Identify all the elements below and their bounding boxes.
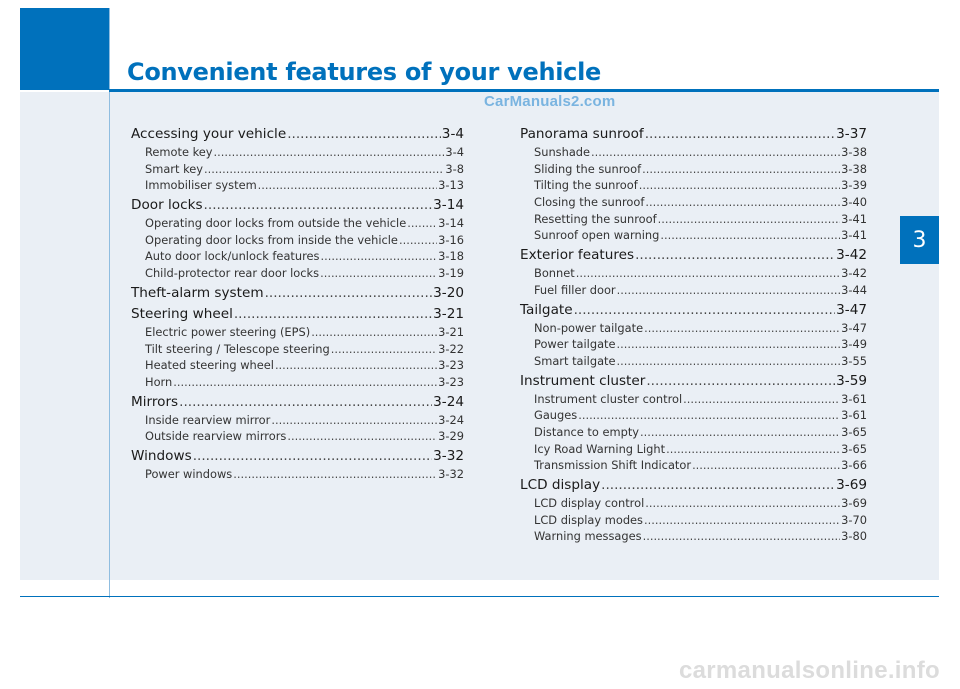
dot-leader: [692, 458, 840, 472]
dot-leader: [578, 408, 840, 422]
entry-label: Electric power steering (EPS): [145, 324, 311, 339]
dot-leader: [617, 337, 841, 351]
toc-entry-sunshade[interactable]: [520, 145, 867, 162]
page-number: 3-39: [841, 178, 867, 193]
page-number: 3-38: [841, 145, 867, 159]
section-title-label: Theft-alarm system: [131, 284, 264, 301]
entry-label: Inside rearview mirror: [145, 412, 271, 427]
entry-label: Operating door locks from inside the vehicle: [145, 232, 398, 247]
page-number: 3-24: [438, 412, 464, 427]
entry-label: Bonnet: [534, 266, 575, 281]
chapter-tab: 3: [900, 216, 939, 264]
toc-entry-icy-road-warning-light[interactable]: [520, 442, 867, 459]
page-number: 3-32: [438, 466, 464, 481]
toc-entry-lcd-display-modes[interactable]: [520, 513, 867, 530]
page-number: 3-29: [438, 429, 464, 444]
toc-section-instrument-cluster[interactable]: [520, 373, 867, 392]
dot-leader: [407, 216, 437, 230]
dot-leader: [234, 306, 432, 322]
dot-leader: [645, 195, 840, 209]
toc-entry-auto-door-lock-unlock-features[interactable]: [131, 249, 464, 266]
toc-section-theft-alarm-system[interactable]: [131, 285, 464, 304]
toc-left-column: [131, 126, 464, 484]
dot-leader: [658, 212, 841, 226]
toc-entry-lcd-display-control[interactable]: [520, 496, 867, 513]
toc-section-windows[interactable]: [131, 448, 464, 467]
toc-section-exterior-features[interactable]: [520, 247, 867, 266]
section-title-label: Accessing your vehicle: [131, 126, 287, 142]
page-number: 3-16: [438, 232, 464, 247]
section-title-label: LCD display: [520, 477, 601, 493]
section-title-label: Panorama sunroof: [520, 126, 644, 142]
toc-section-steering-wheel[interactable]: [131, 306, 464, 325]
entry-label: Remote key: [145, 145, 213, 159]
dot-leader: [643, 529, 841, 543]
entry-label: Operating door locks from outside the vehicle: [145, 216, 407, 231]
title-underline: [109, 89, 939, 92]
entry-label: Power tailgate: [534, 337, 616, 352]
entry-label: Warning messages: [534, 529, 642, 544]
entry-label: Tilt steering / Telescope steering: [145, 341, 330, 356]
entry-label: Immobiliser system: [145, 178, 257, 193]
toc-entry-instrument-cluster-control[interactable]: [520, 392, 867, 409]
entry-label: Instrument cluster control: [534, 391, 683, 406]
dot-leader: [311, 325, 437, 339]
dot-leader: [193, 448, 432, 464]
page-number: 3-23: [438, 358, 464, 373]
section-title-label: Windows: [131, 447, 192, 464]
entry-label: Distance to empty: [534, 424, 640, 439]
page-number: 3-4: [441, 126, 464, 142]
page-number: 3-32: [433, 447, 464, 464]
dot-leader: [617, 283, 841, 297]
watermark-top: CarManuals2.com: [484, 93, 616, 110]
toc-entry-smart-tailgate[interactable]: [520, 354, 867, 371]
dot-leader: [591, 145, 840, 159]
entry-label: Smart key: [145, 161, 204, 176]
section-title-label: Exterior features: [520, 247, 635, 264]
toc-entry-power-windows[interactable]: [131, 467, 464, 484]
entry-label: Horn: [145, 374, 173, 389]
page-number: 3-41: [841, 228, 867, 243]
toc-entry-tilting-the-sunroof[interactable]: [520, 178, 867, 195]
page-number: 3-65: [841, 441, 867, 456]
toc-entry-operating-door-locks-from-outside-the-vehicle[interactable]: [131, 216, 464, 233]
toc-entry-electric-power-steering-eps[interactable]: [131, 325, 464, 342]
entry-label: Icy Road Warning Light: [534, 441, 666, 456]
toc-entry-power-tailgate[interactable]: [520, 337, 867, 354]
page-number: 3-61: [841, 408, 867, 423]
toc-entry-fuel-filler-door[interactable]: [520, 283, 867, 300]
entry-label: Gauges: [534, 408, 578, 423]
entry-label: Resetting the sunroof: [534, 211, 657, 226]
entry-label: Sunroof open warning: [534, 228, 660, 243]
page-number: 3-23: [438, 374, 464, 389]
section-title-label: Mirrors: [131, 393, 179, 410]
toc-section-tailgate[interactable]: [520, 302, 867, 321]
dot-leader: [265, 285, 433, 301]
page-number: 3-4: [445, 145, 464, 159]
dot-leader: [399, 233, 437, 247]
page-number: 3-42: [836, 247, 867, 264]
dot-leader: [617, 354, 841, 368]
dot-leader: [275, 358, 437, 372]
toc-entry-sliding-the-sunroof[interactable]: [520, 162, 867, 179]
dot-leader: [635, 247, 835, 263]
toc-section-accessing-your-vehicle[interactable]: [131, 126, 464, 145]
dot-leader: [645, 126, 835, 142]
left-margin-rule: [109, 8, 110, 598]
dot-leader: [644, 321, 840, 335]
page-number: 3-22: [438, 341, 464, 356]
page-number: 3-47: [836, 301, 867, 318]
entry-label: Auto door lock/unlock features: [145, 249, 320, 264]
entry-label: Sunshade: [534, 145, 591, 159]
toc-entry-smart-key[interactable]: [131, 162, 464, 179]
dot-leader: [179, 394, 432, 410]
dot-leader: [646, 373, 835, 389]
entry-label: Sliding the sunroof: [534, 161, 642, 176]
toc-right-column: [520, 126, 867, 546]
entry-label: Transmission Shift Indicator: [534, 458, 692, 473]
toc-entry-distance-to-empty[interactable]: [520, 425, 867, 442]
toc-entry-resetting-the-sunroof[interactable]: [520, 212, 867, 229]
page-number: 3-42: [841, 266, 867, 281]
toc-entry-operating-door-locks-from-inside-the-vehicle[interactable]: [131, 233, 464, 250]
page-number: 3-8: [445, 161, 464, 176]
dot-leader: [574, 302, 836, 318]
page-number: 3-19: [438, 266, 464, 281]
page-number: 3-61: [841, 391, 867, 406]
toc-entry-closing-the-sunroof[interactable]: [520, 195, 867, 212]
dot-leader: [320, 249, 437, 263]
dot-leader: [601, 477, 835, 493]
page-number: 3-65: [841, 424, 867, 439]
dot-leader: [204, 162, 444, 176]
page-number: 3-44: [841, 282, 867, 297]
page-number: 3-40: [841, 195, 867, 210]
dot-leader: [640, 425, 840, 439]
page-number: 3-55: [841, 353, 867, 368]
page-number: 3-21: [438, 324, 464, 339]
dot-leader: [320, 266, 437, 280]
toc-entry-horn[interactable]: [131, 375, 464, 392]
bottom-rule: [20, 596, 939, 597]
entry-label: LCD display control: [534, 496, 645, 510]
dot-leader: [258, 178, 437, 192]
toc-entry-inside-rearview-mirror[interactable]: [131, 413, 464, 430]
section-title-label: Steering wheel: [131, 305, 233, 322]
page-title: Convenient features of your vehicle: [127, 58, 602, 86]
entry-label: Power windows: [145, 466, 233, 481]
page-number: 3-37: [836, 126, 867, 142]
entry-label: Smart tailgate: [534, 353, 616, 368]
toc-section-panorama-sunroof[interactable]: [520, 126, 867, 145]
dot-leader: [233, 467, 437, 481]
entry-label: Closing the sunroof: [534, 195, 645, 210]
dot-leader: [287, 126, 441, 142]
dot-leader: [683, 392, 840, 406]
page-number: 3-24: [433, 393, 464, 410]
dot-leader: [204, 197, 433, 213]
dot-leader: [271, 413, 437, 427]
dot-leader: [214, 145, 445, 159]
entry-label: Child-protector rear door locks: [145, 266, 320, 281]
toc-entry-bonnet[interactable]: [520, 266, 867, 283]
dot-leader: [287, 429, 437, 443]
toc-entry-outside-rearview-mirrors[interactable]: [131, 429, 464, 446]
toc-section-mirrors[interactable]: [131, 394, 464, 413]
toc-entry-immobiliser-system[interactable]: [131, 178, 464, 195]
dot-leader: [173, 375, 437, 389]
dot-leader: [639, 178, 840, 192]
section-title-label: Instrument cluster: [520, 372, 646, 389]
header-color-block: [20, 8, 109, 90]
toc-entry-gauges[interactable]: [520, 408, 867, 425]
dot-leader: [660, 228, 840, 242]
page-number: 3-49: [841, 337, 867, 352]
section-title-label: Tailgate: [520, 301, 573, 318]
toc-entry-sunroof-open-warning[interactable]: [520, 228, 867, 245]
dot-leader: [644, 513, 840, 527]
page-number: 3-14: [438, 216, 464, 231]
page-number: 3-66: [841, 458, 867, 473]
toc-entry-non-power-tailgate[interactable]: [520, 321, 867, 338]
page-number: 3-69: [836, 477, 867, 493]
dot-leader: [666, 442, 840, 456]
page-number: 3-18: [438, 249, 464, 264]
page-number: 3-41: [841, 211, 867, 226]
toc-entry-remote-key[interactable]: [131, 145, 464, 162]
dot-leader: [331, 342, 437, 356]
entry-label: Outside rearview mirrors: [145, 429, 287, 444]
page-number: 3-59: [836, 372, 867, 389]
toc-entry-heated-steering-wheel[interactable]: [131, 358, 464, 375]
page-number: 3-47: [841, 320, 867, 335]
page-number: 3-69: [841, 496, 867, 510]
page-number: 3-20: [433, 284, 464, 301]
page-number: 3-70: [841, 512, 867, 527]
toc-section-door-locks[interactable]: [131, 197, 464, 216]
section-title-label: Door locks: [131, 197, 203, 214]
toc-entry-transmission-shift-indicator[interactable]: [520, 458, 867, 475]
toc-entry-child-protector-rear-door-locks[interactable]: [131, 266, 464, 283]
toc-entry-tilt-steering-telescope-steering[interactable]: [131, 342, 464, 359]
page-number: 3-80: [841, 529, 867, 544]
toc-entry-warning-messages[interactable]: [520, 529, 867, 546]
page-number: 3-13: [438, 178, 464, 193]
page-number: 3-21: [433, 305, 464, 322]
page-number: 3-14: [433, 197, 464, 214]
entry-label: Tilting the sunroof: [534, 178, 638, 193]
dot-leader: [576, 266, 840, 280]
dot-leader: [642, 162, 840, 176]
toc-section-lcd-display[interactable]: [520, 477, 867, 496]
entry-label: Fuel filler door: [534, 282, 616, 297]
entry-label: Non-power tailgate: [534, 320, 644, 335]
page-number: 3-38: [841, 161, 867, 176]
dot-leader: [645, 496, 840, 510]
entry-label: Heated steering wheel: [145, 358, 274, 373]
watermark-bottom: carmanualsonline.info: [678, 657, 940, 684]
entry-label: LCD display modes: [534, 512, 643, 527]
